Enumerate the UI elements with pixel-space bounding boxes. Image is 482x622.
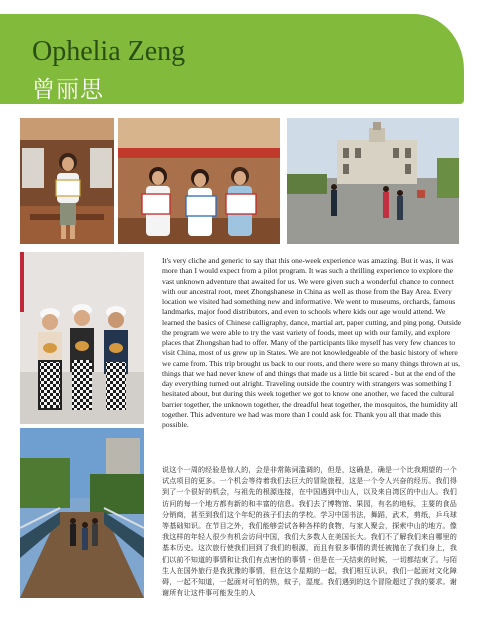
reflection-chinese: 说这个一周的经验是惊人的，会是非常陈词滥调的，但是，这确是，确是一个比我期望的一个试点项目的更多。一个机会等待着我们去巨大的冒险旅程，这是一个令人兴奋的经历。我们得到了一个很好的机会，与祖先的根源连接，在中国遇到中山人，以及来自湾区的中山人。我们访问的每一个地方都有新的和丰富的信息。我们去了博物馆、果园，有名的地标，主要的食品分销商，甚至到我们这个年纪的孩子们去的学校。学习中国书法，舞蹈，武术，剪纸，乒乓球等基础知识。在节目之外，我们能够尝试各种各样的食物，与家人聚会，探索中山的地方。像我这样的年轻人很少有机会访问中国，我们大多数人在美国长大。我们不了解我们来自哪里的基本历史。这次旅行使我们回到了我们的根源，而且有很多事情的责任被抛在了我们身上，我们以前不知道的事情和让我们有点害怕的事情 - 但是在一天结束的时候，一切都结束了。与陌生人在国外旅行是我犹豫的事情，但在这个星期的一起，我们相互认识，我们一起面对文化障碍，一起不知道，一起面对可怕的热，蚊子，湿度。我们遇到的这个冒险超过了我的要求。谢谢所有让这件事可能发生的人 — [162, 465, 458, 598]
header-banner — [0, 14, 464, 104]
photo-student-certificate-image — [20, 118, 114, 244]
photo-street-building — [287, 118, 459, 244]
photo-three-students-certificates — [118, 118, 280, 244]
photo-students-aprons-image — [20, 252, 144, 424]
photo-students-aprons — [20, 252, 144, 424]
photo-street-building-image — [287, 118, 459, 244]
photo-bridge-walkway — [20, 428, 144, 598]
student-name-english: Ophelia Zeng — [32, 36, 186, 67]
reflection-english: It's very cliche and generic to say that this one-week experience was amazing. But it was, it was more than I would expect from a pilot program. It was such a thrilling experience to explore the vast unknown adventure that awaited for us. We were given such a wonderful chance to connect with our ancestral root, meet Zhongshanese in China as well as those from the Bay Area. Every location we visited had something new and informative. We went to museums, orchards, famous landmarks, major food distributors, and even to schools where kids our age would attend. We learned the basics of Chinese calligraphy, dance, martial art, paper cutting, and ping pong. Outside the program we were able to try the vast variety of foods, meet up with our family, and explore places that Zhongshan had to offer. Many of the participants like myself has very few chances to visit China, most of us grew up in States. We are not knowledgeable of the basic history of where we came from. This trip brought us back to our roots, and there were so many things thrown at us, things that we had never knew of and things that made us a little bit scared - but at the end of the day everything turned out alright. Traveling outside the country with strangers was something I hesitated about, but during this week together we got to know one another, we faced the cultural barrier together, the unknown together, the dreadful heat together, the mosquitos, the humidity all together. This adventure we had was more than I could ask for. Thank you all that made this possible. — [162, 256, 462, 429]
student-name-chinese: 曾丽思 — [32, 77, 104, 103]
photo-three-students-image — [118, 118, 280, 244]
photo-bridge-walkway-image — [20, 428, 144, 598]
photo-student-certificate — [20, 118, 114, 244]
